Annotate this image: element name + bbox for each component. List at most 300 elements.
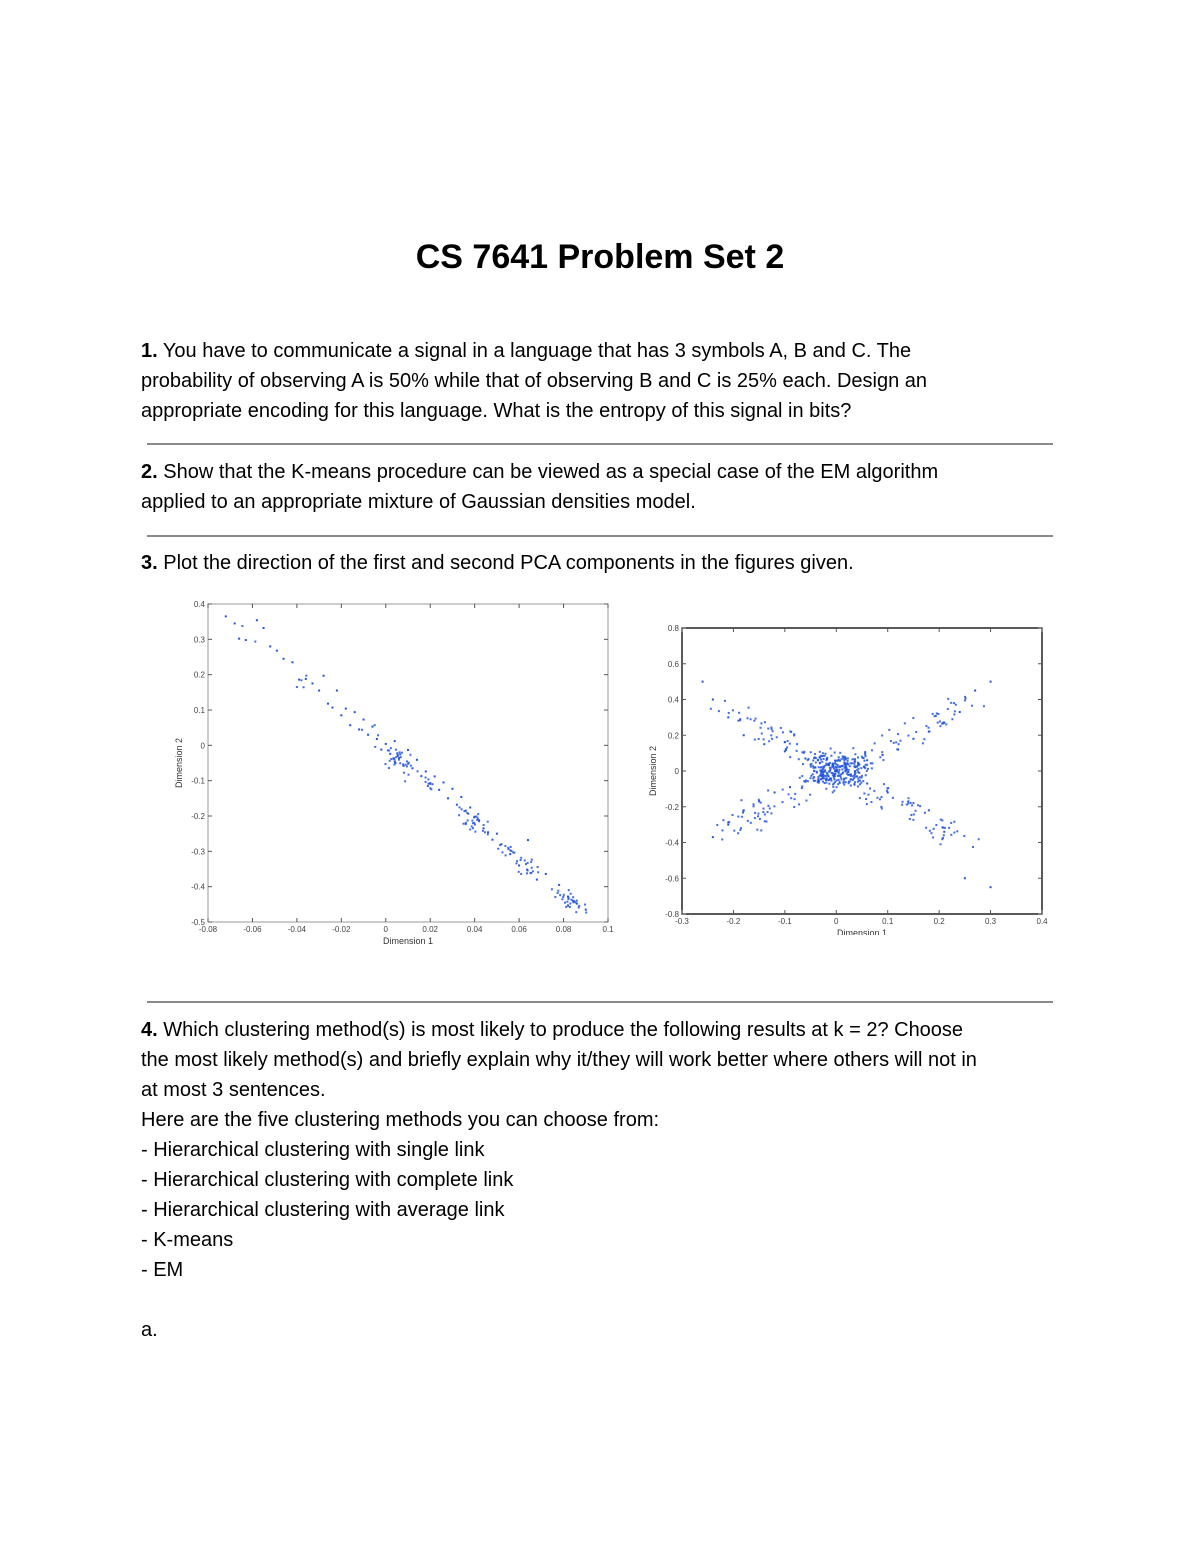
scatter-point (784, 741, 786, 743)
scatter-point (762, 811, 764, 813)
scatter-point (837, 775, 839, 777)
scatter-point (425, 781, 427, 783)
scatter-point (340, 714, 342, 716)
scatter-point (879, 756, 881, 758)
scatter-point (789, 756, 791, 758)
plot-2-ylabel: Dimension 2 (648, 745, 658, 797)
scatter-point (758, 738, 760, 740)
scatter-point (397, 755, 399, 757)
scatter-point (354, 711, 356, 713)
plot-1-ytick-label: 0.3 (193, 635, 205, 645)
scatter-point (801, 775, 803, 777)
scatter-point (839, 766, 841, 768)
scatter-point (756, 829, 758, 831)
scatter-point (814, 780, 816, 782)
scatter-point (760, 829, 762, 831)
method-option-3: - Hierarchical clustering with average link (141, 1199, 505, 1221)
method-option-5: - EM (141, 1259, 184, 1281)
scatter-point (584, 904, 586, 906)
scatter-point (810, 777, 812, 779)
scatter-point (882, 754, 884, 756)
scatter-point (515, 862, 517, 864)
scatter-point (276, 650, 278, 652)
scatter-point (932, 713, 934, 715)
scatter-point (764, 721, 766, 723)
question-4-part-a: a. (141, 1319, 158, 1341)
plot-1-xtick-label: 0.06 (511, 925, 527, 934)
scatter-point (829, 767, 831, 769)
scatter-point (815, 757, 817, 759)
scatter-point (824, 753, 826, 755)
scatter-point (881, 751, 883, 753)
scatter-point (913, 813, 915, 815)
scatter-point (853, 763, 855, 765)
scatter-point (838, 769, 840, 771)
scatter-point (810, 766, 812, 768)
scatter-point (484, 831, 486, 833)
scatter-point (824, 755, 826, 757)
scatter-point (478, 820, 480, 822)
scatter-point (475, 816, 477, 818)
divider-1 (147, 443, 1053, 445)
scatter-point (358, 728, 360, 730)
scatter-point (789, 786, 791, 788)
scatter-point (398, 759, 400, 761)
scatter-point (862, 780, 864, 782)
scatter-point (505, 854, 507, 856)
plot-2-xlabel: Dimension 1 (836, 928, 888, 935)
scatter-point (854, 753, 856, 755)
scatter-point (814, 753, 816, 755)
scatter-point (410, 765, 412, 767)
scatter-point (737, 720, 739, 722)
scatter-point (425, 777, 427, 779)
scatter-point (530, 872, 532, 874)
scatter-point (764, 813, 766, 815)
scatter-point (349, 724, 351, 726)
scatter-point (812, 773, 814, 775)
scatter-point (406, 765, 408, 767)
scatter-point (836, 779, 838, 781)
plot-2-ytick-label: 0.4 (667, 695, 679, 705)
question-2-line-1 (141, 457, 1061, 487)
scatter-point (527, 862, 529, 864)
scatter-point (883, 783, 885, 785)
scatter-point (477, 813, 479, 815)
scatter-point (759, 818, 761, 820)
scatter-point (873, 790, 875, 792)
scatter-point (803, 780, 805, 782)
scatter-point (721, 829, 723, 831)
scatter-point (296, 686, 298, 688)
scatter-point (502, 851, 504, 853)
scatter-point (941, 723, 943, 725)
scatter-point (943, 834, 945, 836)
scatter-point (727, 821, 729, 823)
scatter-point (518, 864, 520, 866)
plot-2-xtick-label: 0.2 (933, 917, 945, 926)
scatter-point (520, 859, 522, 861)
scatter-point (856, 766, 858, 768)
scatter-point (826, 777, 828, 779)
scatter-point (793, 806, 795, 808)
scatter-point (731, 814, 733, 816)
scatter-point (822, 752, 824, 754)
scatter-point (399, 751, 401, 753)
question-1-text-1: You have to communicate a signal in a language that has 3 symbols A, B and C. The (162, 340, 912, 362)
scatter-point (865, 798, 867, 800)
scatter-point (557, 890, 559, 892)
scatter-point (819, 751, 821, 753)
scatter-point (399, 762, 401, 764)
scatter-point (841, 769, 843, 771)
scatter-point (712, 836, 714, 838)
scatter-point (394, 740, 396, 742)
scatter-point (953, 821, 955, 823)
scatter-point (928, 727, 930, 729)
scatter-point (572, 896, 574, 898)
scatter-point (912, 738, 914, 740)
scatter-point (463, 823, 465, 825)
scatter-point (737, 816, 739, 818)
plot-2-xtick-label: -0.2 (726, 917, 741, 926)
plot-1-xlabel: Dimension 1 (382, 936, 434, 946)
scatter-point (854, 758, 856, 760)
scatter-point (545, 873, 547, 875)
scatter-point (837, 766, 839, 768)
scatter-point (951, 718, 953, 720)
scatter-point (804, 757, 806, 759)
divider-2 (147, 535, 1053, 537)
scatter-point (834, 751, 836, 753)
scatter-point (477, 817, 479, 819)
scatter-point (829, 769, 831, 771)
scatter-point (567, 898, 569, 900)
scatter-point (782, 789, 784, 791)
divider-3 (147, 1001, 1053, 1003)
scatter-point (737, 832, 739, 834)
scatter-point (763, 808, 765, 810)
scatter-point (844, 763, 846, 765)
scatter-point (327, 703, 329, 705)
question-1-line-1 (141, 336, 1061, 366)
scatter-point (510, 850, 512, 852)
scatter-point (510, 846, 512, 848)
scatter-point (861, 775, 863, 777)
scatter-point (825, 788, 827, 790)
scatter-point (909, 818, 911, 820)
scatter-point (830, 748, 832, 750)
scatter-point (826, 772, 828, 774)
scatter-point (774, 791, 776, 793)
scatter-point (876, 797, 878, 799)
plot-1-xtick-label: -0.08 (198, 925, 218, 934)
scatter-point (869, 788, 871, 790)
plot-1-ytick-label: -0.4 (191, 882, 205, 892)
scatter-point (814, 766, 816, 768)
scatter-point (753, 803, 755, 805)
scatter-point (870, 762, 872, 764)
scatter-point (930, 832, 932, 834)
scatter-point (336, 690, 338, 692)
scatter-point (305, 678, 307, 680)
scatter-point (389, 760, 391, 762)
scatter-point (561, 898, 563, 900)
scatter-point (754, 812, 756, 814)
scatter-point (298, 679, 300, 681)
scatter-point (824, 765, 826, 767)
scatter-point (793, 734, 795, 736)
scatter-point (702, 681, 704, 683)
scatter-point (983, 705, 985, 707)
scatter-point (953, 713, 955, 715)
scatter-point (303, 686, 305, 688)
scatter-point (911, 804, 913, 806)
scatter-point (953, 832, 955, 834)
question-2-text-1: Show that the K-means procedure can be viewed as a special case of the EM algorithm (163, 461, 939, 483)
scatter-point (732, 709, 734, 711)
scatter-point (794, 798, 796, 800)
scatter-point (830, 755, 832, 757)
scatter-point (838, 772, 840, 774)
scatter-point (796, 750, 798, 752)
scatter-point (785, 748, 787, 750)
scatter-point (741, 816, 743, 818)
scatter-point (841, 778, 843, 780)
scatter-point (782, 801, 784, 803)
scatter-point (907, 800, 909, 802)
scatter-point (772, 730, 774, 732)
scatter-point (861, 777, 863, 779)
scatter-point (374, 746, 376, 748)
scatter-point (817, 778, 819, 780)
scatter-point (843, 778, 845, 780)
scatter-point (483, 824, 485, 826)
scatter-point (758, 799, 760, 801)
scatter-point (964, 699, 966, 701)
scatter-point (819, 762, 821, 764)
plot-2-xtick-label: -0.1 (777, 917, 792, 926)
scatter-point (935, 715, 937, 717)
scatter-point (750, 718, 752, 720)
scatter-point (761, 732, 763, 734)
scatter-point (565, 906, 567, 908)
scatter-point (718, 710, 720, 712)
scatter-point (727, 716, 729, 718)
plot-1-xtick-label: 0.02 (422, 925, 439, 934)
scatter-point (812, 765, 814, 767)
scatter-point (990, 681, 992, 683)
scatter-point (904, 722, 906, 724)
scatter-point (864, 753, 866, 755)
question-4-text-1: Which clustering method(s) is most likely to produce the following results at k = 2? Choose (163, 1019, 964, 1041)
scatter-point (820, 759, 822, 761)
scatter-point (531, 859, 533, 861)
scatter-point (569, 906, 571, 908)
scatter-point (942, 827, 944, 829)
plot-2-xtick-label: 0.3 (985, 917, 997, 926)
scatter-point (234, 622, 236, 624)
scatter-point (416, 759, 418, 761)
scatter-point (902, 801, 904, 803)
scatter-point (537, 866, 539, 868)
scatter-point (738, 712, 740, 714)
scatter-point (854, 773, 856, 775)
scatter-point (473, 816, 475, 818)
scatter-point (460, 796, 462, 798)
scatter-point (469, 807, 471, 809)
scatter-point (363, 719, 365, 721)
scatter-point (871, 767, 873, 769)
scatter-point (923, 738, 925, 740)
scatter-point (828, 775, 830, 777)
scatter-point (940, 843, 942, 845)
scatter-point (950, 702, 952, 704)
scatter-point (892, 797, 894, 799)
scatter-point (947, 698, 949, 700)
scatter-point (238, 638, 240, 640)
scatter-point (874, 742, 876, 744)
scatter-point (864, 766, 866, 768)
scatter-point (807, 759, 809, 761)
scatter-point (844, 767, 846, 769)
scatter-point (764, 820, 766, 822)
scatter-point (822, 771, 824, 773)
method-option-2: - Hierarchical clustering with complete link (141, 1169, 514, 1191)
plot-2-ytick-label: -0.6 (665, 874, 679, 884)
scatter-point (367, 734, 369, 736)
scatter-point (405, 764, 407, 766)
scatter-point (850, 785, 852, 787)
scatter-point (740, 827, 742, 829)
scatter-point (942, 837, 944, 839)
scatter-point (456, 804, 458, 806)
scatter-point (760, 802, 762, 804)
scatter-point (907, 735, 909, 737)
scatter-point (318, 690, 320, 692)
scatter-point (847, 760, 849, 762)
plot-2-xtick-label: -0.3 (675, 917, 689, 926)
scatter-point (482, 830, 484, 832)
scatter-point (817, 759, 819, 761)
scatter-point (871, 749, 873, 751)
scatter-point (881, 735, 883, 737)
scatter-point (866, 770, 868, 772)
scatter-point (469, 828, 471, 830)
scatter-point (843, 784, 845, 786)
scatter-point (331, 707, 333, 709)
scatter-point (763, 743, 765, 745)
question-1-line-2: probability of observing A is 50% while that of observing B and C is 25% each. Design an (141, 370, 928, 392)
scatter-point (742, 812, 744, 814)
scatter-point (765, 821, 767, 823)
scatter-point (820, 778, 822, 780)
scatter-point (867, 768, 869, 770)
scatter-point (832, 786, 834, 788)
scatter-point (473, 822, 475, 824)
scatter-point (430, 788, 432, 790)
scatter-point (798, 758, 800, 760)
plot-1-xtick-label: 0.04 (466, 925, 483, 934)
scatter-point (757, 813, 759, 815)
scatter-point (879, 798, 881, 800)
scatter-point (854, 760, 856, 762)
scatter-point (912, 717, 914, 719)
scatter-point (389, 753, 391, 755)
scatter-point (739, 829, 741, 831)
scatter-point (838, 779, 840, 781)
scatter-point (912, 819, 914, 821)
scatter-point (837, 764, 839, 766)
scatter-point (939, 720, 941, 722)
scatter-point (757, 815, 759, 817)
scatter-point (767, 811, 769, 813)
scatter-point (863, 792, 865, 794)
scatter-point (716, 824, 718, 826)
scatter-point (425, 770, 427, 772)
scatter-point (417, 770, 419, 772)
question-3 (141, 548, 1061, 578)
scatter-point (504, 845, 506, 847)
question-3-number: 3. (141, 552, 158, 574)
scatter-point (886, 790, 888, 792)
scatter-point (371, 726, 373, 728)
scatter-point (283, 658, 285, 660)
scatter-point (809, 764, 811, 766)
scatter-point (828, 763, 830, 765)
scatter-point (858, 768, 860, 770)
plot-2-ytick-label: 0.2 (667, 731, 679, 741)
scatter-point (964, 877, 966, 879)
question-4-number: 4. (141, 1019, 158, 1041)
plot-1-ytick-label: -0.1 (191, 776, 205, 786)
scatter-point (840, 758, 842, 760)
scatter-point (865, 755, 867, 757)
scatter-point (933, 828, 935, 830)
scatter-point (828, 779, 830, 781)
plot-2-xtick-label: 0.4 (1036, 917, 1048, 926)
scatter-point (834, 762, 836, 764)
plot-2-ytick-label: -0.2 (665, 802, 679, 812)
scatter-point (385, 763, 387, 765)
scatter-point (573, 900, 575, 902)
scatter-point (849, 762, 851, 764)
scatter-point (928, 730, 930, 732)
scatter-point (531, 867, 533, 869)
scatter-point (432, 783, 434, 785)
scatter-point (532, 870, 534, 872)
scatter-point (888, 729, 890, 731)
scatter-point (798, 803, 800, 805)
scatter-point (769, 807, 771, 809)
scatter-point (947, 708, 949, 710)
scatter-point (825, 763, 827, 765)
scatter-point (945, 723, 947, 725)
scatter-point (809, 794, 811, 796)
scatter-point (563, 894, 565, 896)
scatter-point (536, 879, 538, 881)
scatter-point (509, 853, 511, 855)
scatter-point (910, 814, 912, 816)
page-title: CS 7641 Problem Set 2 (415, 238, 785, 276)
scatter-point (753, 805, 755, 807)
scatter-point (813, 776, 815, 778)
scatter-point (847, 771, 849, 773)
scatter-point (825, 775, 827, 777)
scatter-point (438, 789, 440, 791)
scatter-point (796, 743, 798, 745)
scatter-point (859, 797, 861, 799)
